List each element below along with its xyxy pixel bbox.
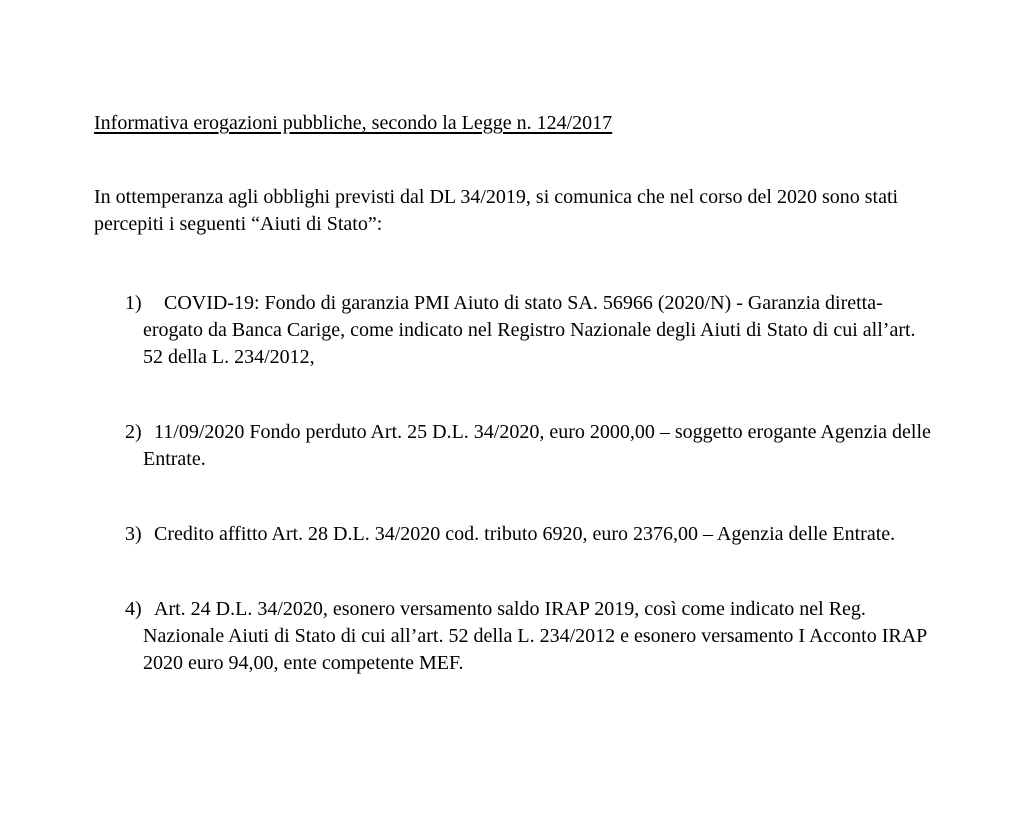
list-item-text: Credito affitto Art. 28 D.L. 34/2020 cod. tributo 6920, euro 2376,00 – Agenzia delle Entrate. [154,523,896,545]
list-item-text: 11/09/2020 Fondo perduto Art. 25 D.L. 34/2020, euro 2000,00 – soggetto erogante Agenzia delle Entrate. [143,421,931,470]
list-item-number: 2) [125,421,142,443]
list-item [94,419,939,473]
list-item-number: 4) [125,598,142,620]
list-item [94,290,939,371]
list-item [94,521,939,548]
list-item-text: COVID-19: Fondo di garanzia PMI Aiuto di stato SA. 56966 (2020/N) - Garanzia diretta- erogato da Banca Carige, come indicato nel Registro Nazionale degli Aiuti di Stato di cui all’art. 52 della L. 234/2012, [143,292,916,368]
list-item-number: 3) [125,523,142,545]
aid-list [94,290,939,677]
document-title: Informativa erogazioni pubbliche, secondo la Legge n. 124/2017 [94,112,613,134]
list-item [94,596,939,677]
list-item-number: 1) [125,292,142,314]
list-item-text: Art. 24 D.L. 34/2020, esonero versamento saldo IRAP 2019, così come indicato nel Reg. Nazionale Aiuti di Stato di cui all’art. 52 della L. 234/2012 e esonero versamento I Acconto IRAP 2020 euro 94,00, ente competente MEF. [143,598,927,674]
intro-paragraph: In ottemperanza agli obblighi previsti dal DL 34/2019, si comunica che nel corso del 2020 sono stati percepiti i seguenti “Aiuti di Stato”: [94,186,899,235]
